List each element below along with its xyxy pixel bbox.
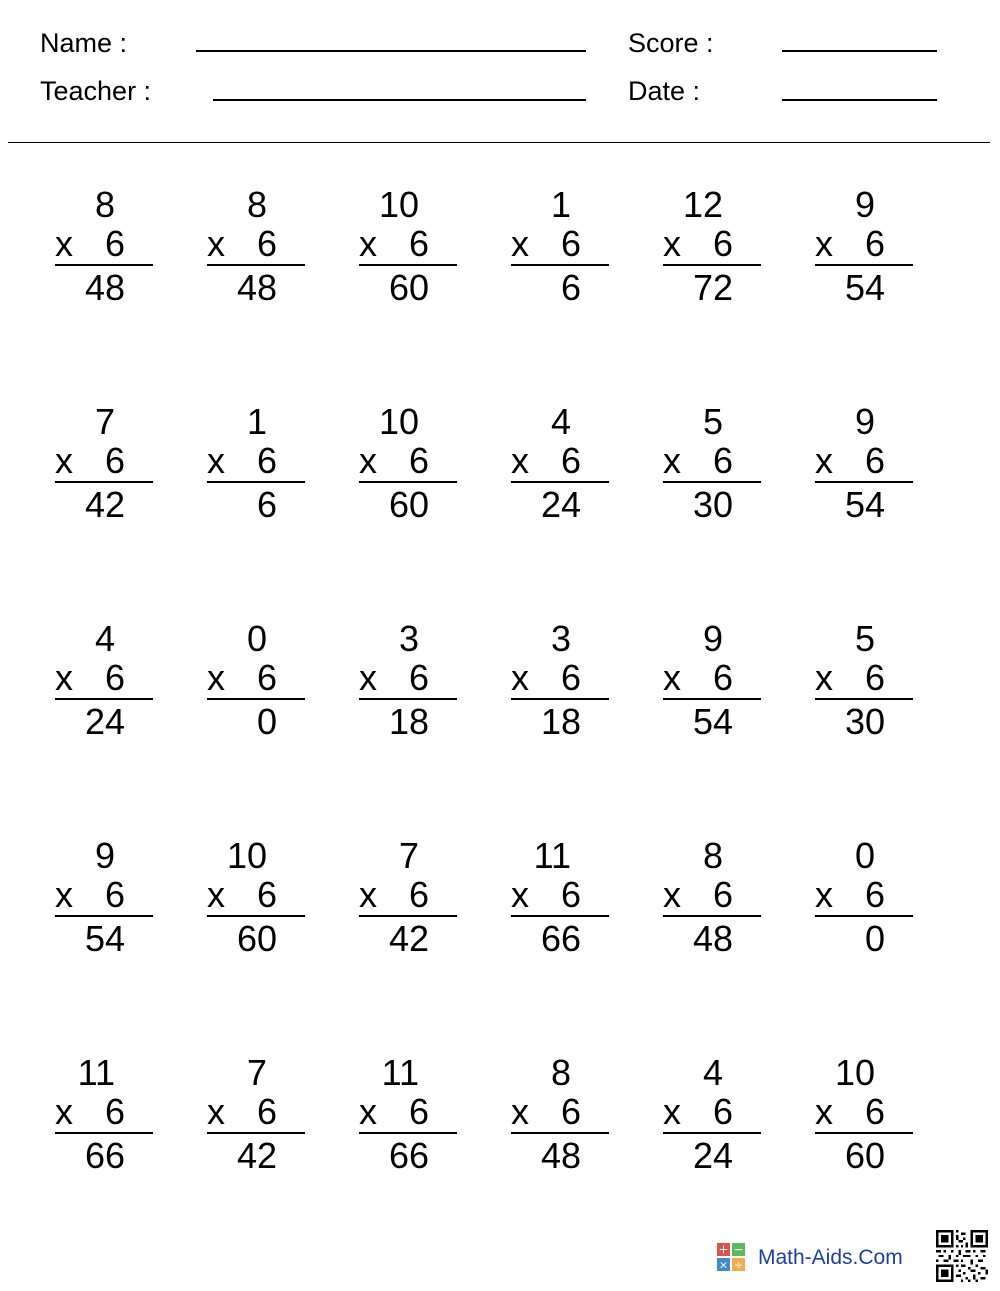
- answer-line: [359, 1132, 457, 1134]
- problem-20: [207, 835, 305, 965]
- problem-12: [815, 401, 913, 531]
- problem-6: [815, 184, 913, 314]
- operator-sign: x: [55, 1091, 73, 1132]
- answer-line: [359, 915, 457, 917]
- problem-17: [663, 618, 761, 748]
- multiplier: 6: [104, 1091, 125, 1132]
- problem-11: [663, 401, 761, 531]
- multiplicand: 4: [550, 401, 571, 442]
- answer: 48: [540, 1135, 581, 1176]
- multiplier: 6: [408, 1091, 429, 1132]
- operator-sign: x: [55, 223, 73, 264]
- multiplicand: 0: [246, 618, 267, 659]
- multiplicand: 7: [94, 401, 115, 442]
- multiplicand: 8: [550, 1052, 571, 1093]
- svg-text:+: +: [718, 1242, 729, 1257]
- problem-19: [55, 835, 153, 965]
- multiplicand: 9: [854, 401, 875, 442]
- multiplier: 6: [712, 1091, 733, 1132]
- answer-line: [663, 481, 761, 483]
- multiplicand: 11: [533, 835, 571, 876]
- answer-line: [511, 264, 609, 266]
- multiplier: 6: [408, 223, 429, 264]
- answer-line: [207, 698, 305, 700]
- multiplier: 6: [408, 657, 429, 698]
- answer: 6: [256, 484, 277, 525]
- operator-sign: x: [815, 1091, 833, 1132]
- answer-line: [207, 481, 305, 483]
- answer-line: [815, 698, 913, 700]
- multiplicand: 4: [702, 1052, 723, 1093]
- qr-code-icon: [936, 1230, 988, 1282]
- multiplier: 6: [864, 657, 885, 698]
- multiplicand: 10: [378, 184, 419, 225]
- answer-line: [55, 698, 153, 700]
- problem-7: [55, 401, 153, 531]
- problem-29: [663, 1052, 761, 1182]
- answer-line: [207, 915, 305, 917]
- multiplicand: 7: [246, 1052, 267, 1093]
- answer-line: [511, 481, 609, 483]
- problem-8: [207, 401, 305, 531]
- multiplicand: 0: [854, 835, 875, 876]
- answer: 24: [692, 1135, 733, 1176]
- answer-line: [207, 264, 305, 266]
- teacher-label: Teacher :: [40, 76, 152, 106]
- brand-text[interactable]: Math-Aids.Com: [758, 1246, 903, 1269]
- answer-line: [663, 264, 761, 266]
- answer: 42: [84, 484, 125, 525]
- multiplier: 6: [256, 874, 277, 915]
- multiplier: 6: [864, 223, 885, 264]
- answer: 54: [844, 267, 885, 308]
- problem-21: [359, 835, 457, 965]
- answer-line: [815, 915, 913, 917]
- answer: 48: [84, 267, 125, 308]
- problem-27: [359, 1052, 457, 1182]
- answer: 24: [540, 484, 581, 525]
- multiplicand: 9: [854, 184, 875, 225]
- operator-sign: x: [663, 657, 681, 698]
- date-label: Date :: [628, 76, 701, 106]
- multiplier: 6: [408, 440, 429, 481]
- answer: 60: [236, 918, 277, 959]
- problem-3: [359, 184, 457, 314]
- problem-14: [207, 618, 305, 748]
- answer-line: [55, 915, 153, 917]
- answer-line: [663, 1132, 761, 1134]
- answer: 42: [388, 918, 429, 959]
- multiplier: 6: [560, 223, 581, 264]
- multiplier: 6: [408, 874, 429, 915]
- operator-sign: x: [815, 657, 833, 698]
- answer-line: [663, 698, 761, 700]
- svg-text:−: −: [733, 1242, 744, 1257]
- answer-line: [815, 481, 913, 483]
- problem-15: [359, 618, 457, 748]
- answer-line: [55, 1132, 153, 1134]
- answer: 54: [84, 918, 125, 959]
- operator-sign: x: [207, 874, 225, 915]
- answer: 18: [540, 701, 581, 742]
- operator-sign: x: [663, 440, 681, 481]
- svg-text:×: ×: [718, 1258, 729, 1272]
- answer: 0: [256, 701, 277, 742]
- operator-sign: x: [207, 1091, 225, 1132]
- answer: 60: [388, 267, 429, 308]
- operator-sign: x: [663, 223, 681, 264]
- answer-line: [511, 698, 609, 700]
- operator-sign: x: [359, 1091, 377, 1132]
- operator-sign: x: [511, 874, 529, 915]
- answer-line: [359, 698, 457, 700]
- multiplicand: 10: [226, 835, 267, 876]
- multiplier: 6: [712, 440, 733, 481]
- multiplicand: 8: [702, 835, 723, 876]
- operator-sign: x: [815, 440, 833, 481]
- problem-25: [55, 1052, 153, 1182]
- svg-text:÷: ÷: [733, 1258, 744, 1272]
- problem-2: [207, 184, 305, 314]
- answer-line: [815, 264, 913, 266]
- multiplicand: 5: [854, 618, 875, 659]
- answer-line: [511, 915, 609, 917]
- score-label: Score :: [628, 28, 714, 58]
- math-operations-icon: [716, 1242, 746, 1272]
- problem-30: [815, 1052, 913, 1182]
- answer: 66: [540, 918, 581, 959]
- answer-line: [815, 1132, 913, 1134]
- answer: 60: [844, 1135, 885, 1176]
- multiplier: 6: [560, 874, 581, 915]
- answer-line: [207, 1132, 305, 1134]
- multiplier: 6: [712, 657, 733, 698]
- operator-sign: x: [207, 657, 225, 698]
- problem-26: [207, 1052, 305, 1182]
- problem-18: [815, 618, 913, 748]
- multiplier: 6: [712, 874, 733, 915]
- answer: 54: [844, 484, 885, 525]
- multiplier: 6: [560, 1091, 581, 1132]
- problem-9: [359, 401, 457, 531]
- answer-line: [359, 264, 457, 266]
- multiplicand: 3: [398, 618, 419, 659]
- multiplier: 6: [256, 223, 277, 264]
- answer: 6: [560, 267, 581, 308]
- answer-line: [511, 1132, 609, 1134]
- operator-sign: x: [663, 1091, 681, 1132]
- operator-sign: x: [359, 874, 377, 915]
- multiplicand: 11: [77, 1052, 115, 1093]
- multiplier: 6: [864, 440, 885, 481]
- multiplicand: 12: [682, 184, 723, 225]
- operator-sign: x: [511, 657, 529, 698]
- answer: 42: [236, 1135, 277, 1176]
- multiplier: 6: [256, 440, 277, 481]
- multiplier: 6: [864, 1091, 885, 1132]
- multiplier: 6: [712, 223, 733, 264]
- answer: 18: [388, 701, 429, 742]
- multiplier: 6: [104, 657, 125, 698]
- operator-sign: x: [55, 874, 73, 915]
- multiplicand: 4: [94, 618, 115, 659]
- operator-sign: x: [359, 657, 377, 698]
- answer: 54: [692, 701, 733, 742]
- problem-16: [511, 618, 609, 748]
- multiplier: 6: [256, 1091, 277, 1132]
- answer: 48: [236, 267, 277, 308]
- answer: 24: [84, 701, 125, 742]
- operator-sign: x: [663, 874, 681, 915]
- operator-sign: x: [207, 223, 225, 264]
- problem-10: [511, 401, 609, 531]
- operator-sign: x: [55, 657, 73, 698]
- multiplicand: 5: [702, 401, 723, 442]
- operator-sign: x: [815, 874, 833, 915]
- multiplicand: 3: [550, 618, 571, 659]
- answer: 0: [864, 918, 885, 959]
- operator-sign: x: [359, 223, 377, 264]
- multiplier: 6: [256, 657, 277, 698]
- problem-5: [663, 184, 761, 314]
- operator-sign: x: [511, 440, 529, 481]
- operator-sign: x: [511, 223, 529, 264]
- operator-sign: x: [359, 440, 377, 481]
- problem-1: [55, 184, 153, 314]
- problem-4: [511, 184, 609, 314]
- answer: 60: [388, 484, 429, 525]
- problem-28: [511, 1052, 609, 1182]
- multiplier: 6: [560, 440, 581, 481]
- answer: 66: [84, 1135, 125, 1176]
- multiplicand: 1: [246, 401, 267, 442]
- answer-line: [359, 481, 457, 483]
- operator-sign: x: [815, 223, 833, 264]
- answer: 30: [844, 701, 885, 742]
- multiplicand: 10: [378, 401, 419, 442]
- answer-line: [55, 264, 153, 266]
- multiplicand: 9: [94, 835, 115, 876]
- multiplicand: 1: [550, 184, 571, 225]
- multiplier: 6: [104, 874, 125, 915]
- answer: 72: [692, 267, 733, 308]
- multiplicand: 8: [246, 184, 267, 225]
- multiplicand: 9: [702, 618, 723, 659]
- problem-13: [55, 618, 153, 748]
- problem-24: [815, 835, 913, 965]
- answer-line: [663, 915, 761, 917]
- problem-23: [663, 835, 761, 965]
- operator-sign: x: [207, 440, 225, 481]
- answer-line: [55, 481, 153, 483]
- multiplicand: 10: [834, 1052, 875, 1093]
- multiplier: 6: [560, 657, 581, 698]
- multiplicand: 8: [94, 184, 115, 225]
- multiplier: 6: [104, 223, 125, 264]
- answer: 66: [388, 1135, 429, 1176]
- multiplicand: 7: [398, 835, 419, 876]
- problem-22: [511, 835, 609, 965]
- operator-sign: x: [55, 440, 73, 481]
- multiplicand: 11: [381, 1052, 419, 1093]
- multiplier: 6: [864, 874, 885, 915]
- operator-sign: x: [511, 1091, 529, 1132]
- multiplier: 6: [104, 440, 125, 481]
- name-label: Name :: [40, 28, 128, 58]
- answer: 48: [692, 918, 733, 959]
- answer: 30: [692, 484, 733, 525]
